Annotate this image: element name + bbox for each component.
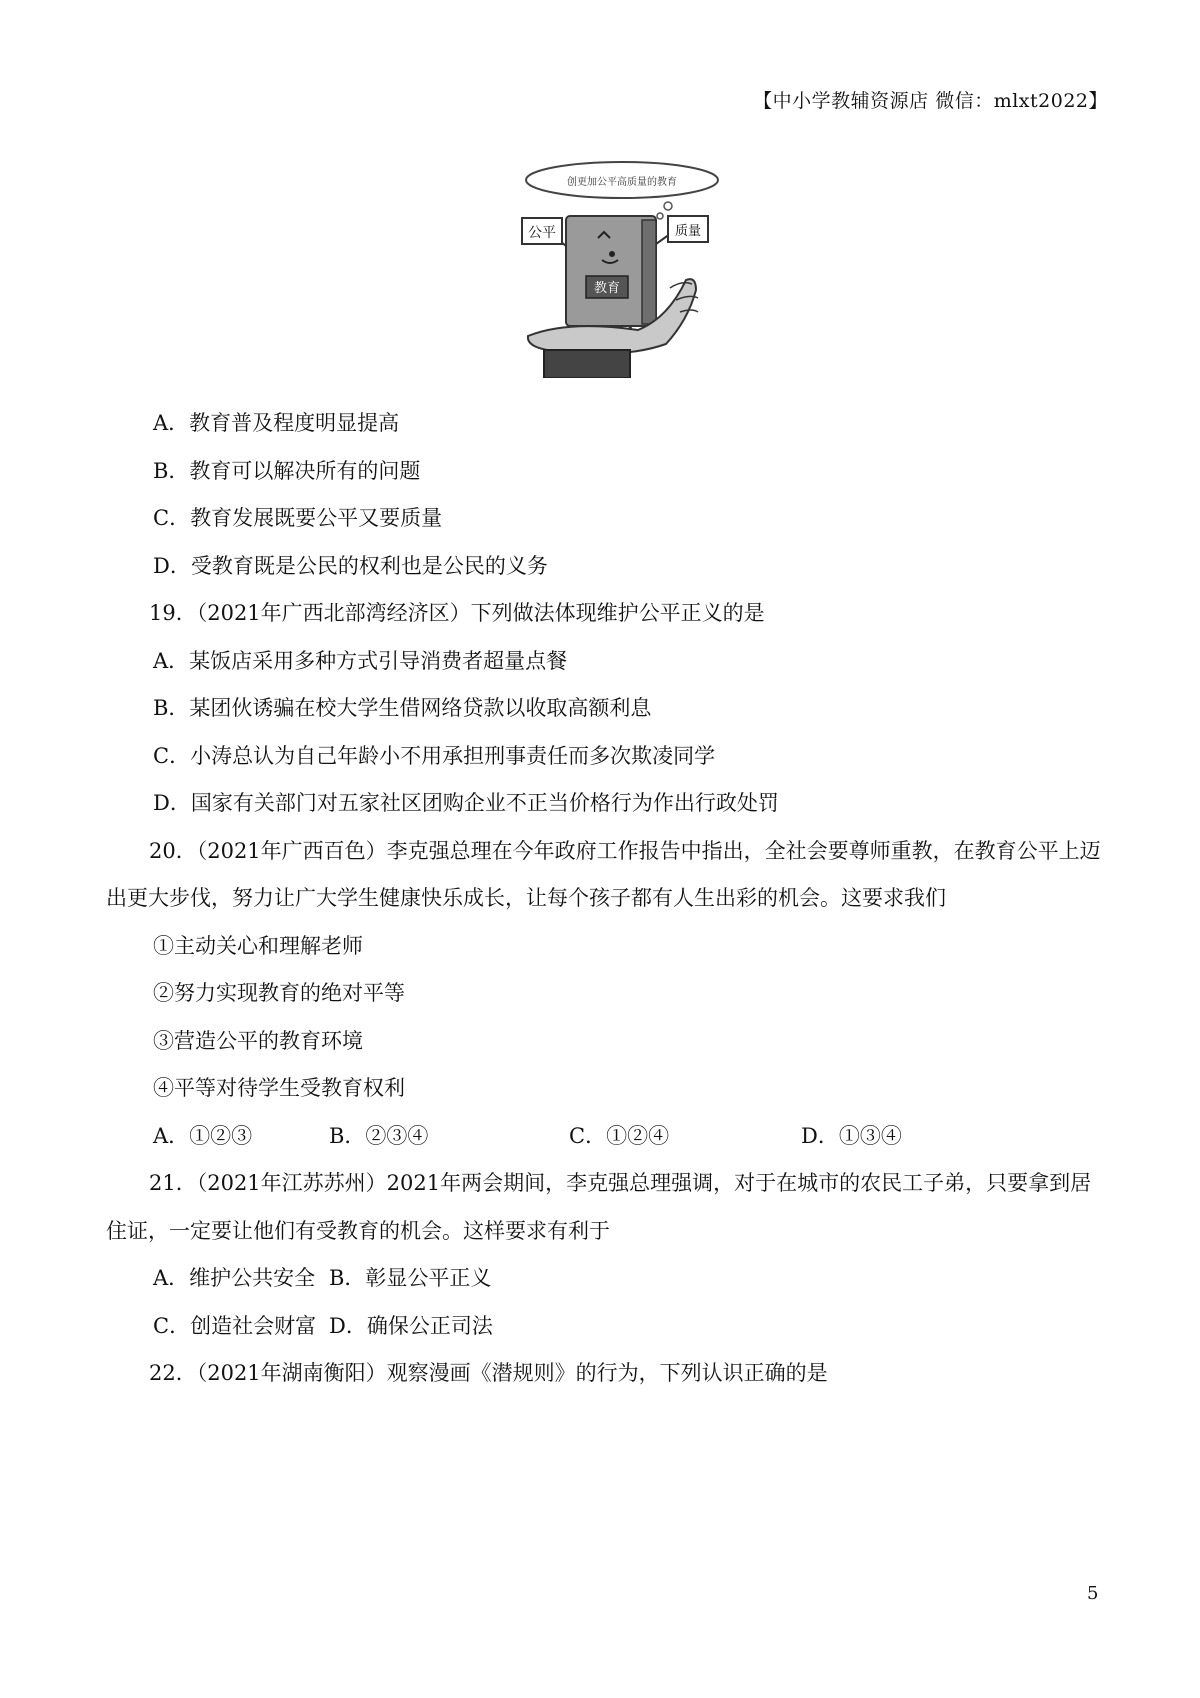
q21-option-b: B．彰显公平正义 xyxy=(329,1266,492,1290)
q21-options-row-1 xyxy=(153,1255,1103,1303)
q21-stem-line2: 住证，一定要让他们有受教育的机会。这样要求有利于 xyxy=(106,1218,610,1243)
q20-option-d: D．①③④ xyxy=(801,1123,902,1148)
q19-stem: 19．（2021年广西北部湾经济区）下列做法体现维护公平正义的是 xyxy=(149,601,765,625)
q20-stem-line1: 20．（2021年广西百色）李克强总理在今年政府工作报告中指出，全社会要尊师重教，在教育公平上迈 xyxy=(149,838,1101,863)
q20-stem-line2: 出更大步伐，努力让广大学生健康快乐成长，让每个孩子都有人生出彩的机会。这要求我们 xyxy=(106,886,946,910)
q20-item-4: ④平等对待学生受教育权利 xyxy=(153,1076,405,1100)
q18-option-c: C．教育发展既要公平又要质量 xyxy=(153,506,443,530)
q18-option-b: B．教育可以解决所有的问题 xyxy=(153,458,421,483)
q20-option-a: A．①②③ xyxy=(153,1123,253,1148)
sign-left-label: 公平 xyxy=(528,225,556,241)
q20-options-row xyxy=(153,1113,1103,1161)
book-label: 教育 xyxy=(593,281,621,296)
question-content xyxy=(106,400,1103,1398)
q21-option-a: A．维护公共安全 xyxy=(153,1266,316,1290)
q18-option-a: A．教育普及程度明显提高 xyxy=(153,411,400,435)
q20-option-b: B．②③④ xyxy=(329,1123,429,1148)
q21-options-row-2 xyxy=(153,1303,1103,1351)
q19-option-d: D．国家有关部门对五家社区团购企业不正当价格行为作出行政处罚 xyxy=(153,791,779,815)
sign-right-label: 质量 xyxy=(674,224,702,239)
header-note: 【中小学教辅资源店 微信：mlxt2022】 xyxy=(753,90,1108,112)
cartoon-illustration xyxy=(520,158,730,378)
q19-option-c: C．小涛总认为自己年龄小不用承担刑事责任而多次欺凌同学 xyxy=(153,743,716,768)
page-number: 5 xyxy=(1087,1583,1099,1604)
q22-stem: 22．（2021年湖南衡阳）观察漫画《潜规则》的行为，下列认识正确的是 xyxy=(149,1361,828,1385)
q18-option-d: D．受教育既是公民的权利也是公民的义务 xyxy=(153,553,548,578)
q21-option-c: C．创造社会财富 xyxy=(153,1313,317,1338)
q21-stem-line1: 21．（2021年江苏苏州）2021年两会期间，李克强总理强调，对于在城市的农民工子弟，只要拿到居 xyxy=(149,1171,1092,1195)
q20-item-1: ①主动关心和理解老师 xyxy=(153,933,363,958)
q19-option-b: B．某团伙诱骗在校大学生借网络贷款以收取高额利息 xyxy=(153,696,652,720)
q20-item-3: ③营造公平的教育环境 xyxy=(153,1028,363,1053)
education-cartoon-figure xyxy=(520,158,730,378)
q20-option-c: C．①②④ xyxy=(569,1123,670,1148)
q20-item-2: ②努力实现教育的绝对平等 xyxy=(153,981,405,1005)
q19-option-a: A．某饭店采用多种方式引导消费者超量点餐 xyxy=(153,648,568,673)
q21-option-d: D．确保公正司法 xyxy=(329,1313,493,1338)
cartoon-banner-text: 创更加公平高质量的教育 xyxy=(567,177,677,188)
